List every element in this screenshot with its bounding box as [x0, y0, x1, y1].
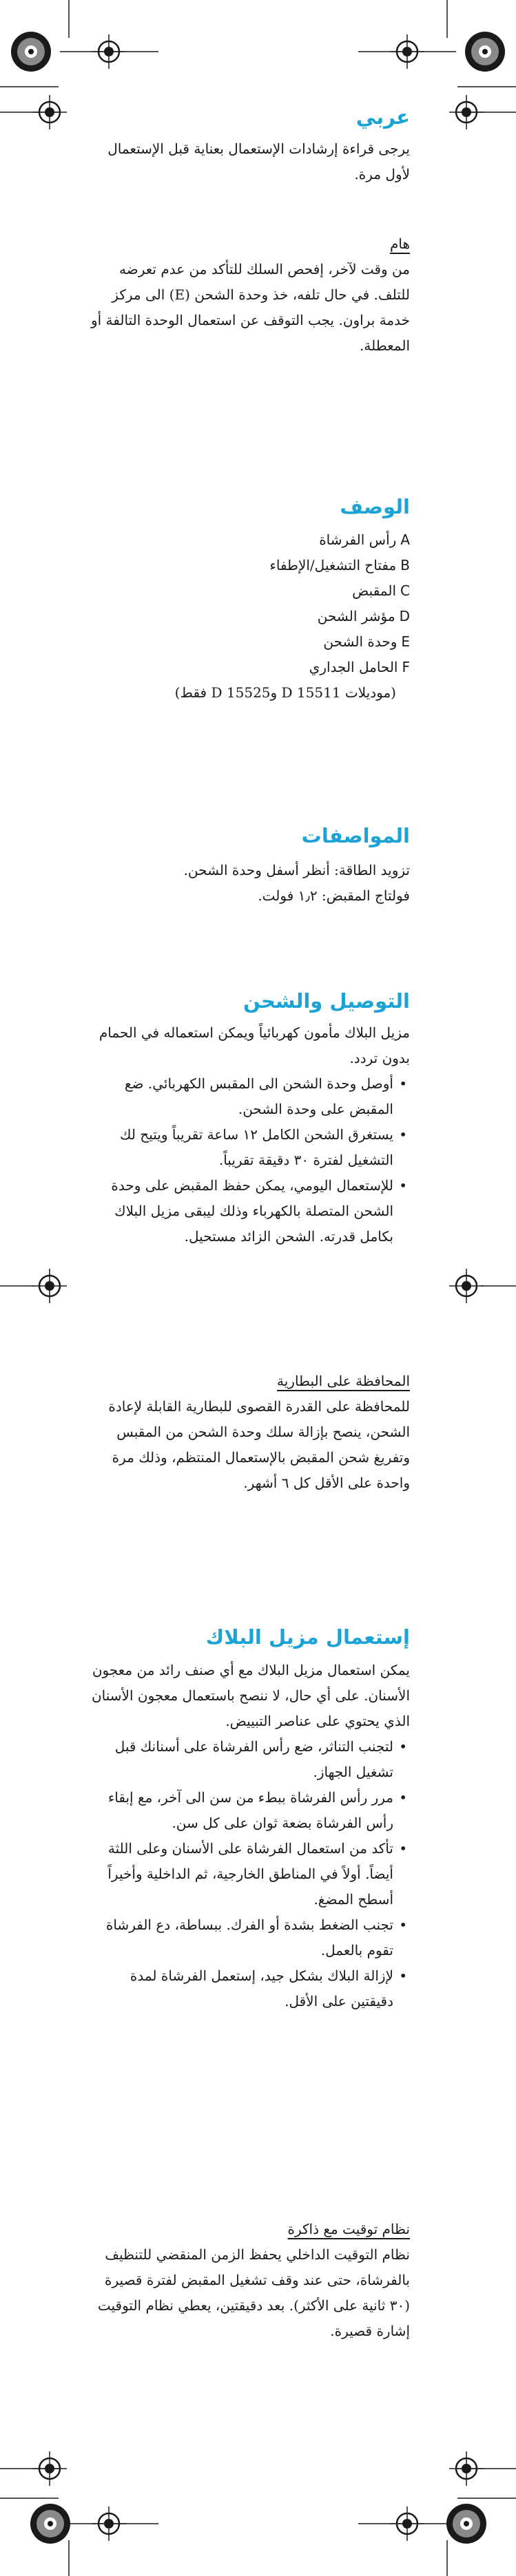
list-item: • تأكد من استعمال الفرشاة على الأسنان وعلى اللثة أيضاً. أولاً في المناطق الخارجية، ثم الداخلية وأخيراً أسطح المضغ. — [90, 1836, 410, 1912]
timer-text: نظام التوقيت الداخلي يحفظ الزمن المنقضي للتنظيف بالفرشاة، حتى عند وقف تشغيل المقبض لفترة قصيرة (٣٠ ثانية على الأكثر). بعد دقيقتين، يعطي نظام التوقيت إشارة قصيرة. — [97, 2246, 410, 2339]
timer-section — [90, 2217, 410, 2344]
specifications-title: المواصفات — [301, 824, 410, 847]
spec-power: تزويد الطاقة: أنظر أسفل وحدة الشحن. — [183, 862, 410, 878]
list-item: • للإستعمال اليومي، يمكن حفظ المقبض على وحدة الشحن المتصلة بالكهرباء وذلك ليبقى مزيل البلاك بكامل قدرته. الشحن الزائد مستحيل. — [90, 1173, 410, 1249]
list-item: • يستغرق الشحن الكامل ١٢ ساعة تقريباً ويتيح لك التشغيل لفترة ٣٠ دقيقة تقريباً. — [90, 1122, 410, 1173]
battery-heading: المحافظة على البطارية — [277, 1373, 410, 1389]
using-title: إستعمال مزيل البلاك — [205, 1625, 410, 1649]
part-item: Bمفتاح التشغيل/الإطفاء — [269, 557, 410, 573]
important-heading: هام — [389, 235, 410, 252]
models-note: (موديلات D 15511 و15525 D فقط) — [174, 684, 396, 701]
part-item: Dمؤشر الشحن — [317, 608, 410, 624]
part-item: Fالحامل الجداري — [309, 659, 410, 675]
spec-voltage: فولتاج المقبض: ١٫٢ فولت. — [258, 887, 410, 904]
connecting-title: التوصيل والشحن — [242, 989, 410, 1013]
list-item: • تجنب الضغط بشدة أو الفرك. ببساطة، دع الفرشاة تقوم بالعمل. — [90, 1912, 410, 1963]
important-section — [90, 231, 410, 359]
parts-list — [90, 527, 410, 680]
list-item: • لإزالة البلاك بشكل جيد، إستعمل الفرشاة لمدة دقيقتين على الأقل. — [90, 1963, 410, 2014]
using-section — [90, 1658, 410, 2014]
battery-section — [90, 1369, 410, 1496]
intro-text: يرجى قراءة إرشادات الإستعمال بعناية قبل الإستعمال لأول مرة. — [107, 140, 410, 182]
using-intro: يمكن استعمال مزيل البلاك مع أي صنف رائد من معجون الأسنان. على أي حال، لا ننصح باستعمال معجون الأسنان الذي يحتوي على عناصر التبييض. — [91, 1662, 410, 1729]
language-title: عربي — [355, 105, 410, 129]
important-text: من وقت لآخر، إفحص السلك للتأكد من عدم تعرضه للتلف. في حال تلفه، خذ وحدة الشحن (E) الى مركز خدمة براون. يجب التوقف عن استعمال الوحدة التالفة أو المعطلة. — [90, 261, 410, 354]
battery-text: للمحافظة على القدرة القصوى للبطارية القابلة لإعادة الشحن، ينصح بإزالة سلك وحدة الشحن من المقبس وتفريغ شحن المقبض بالإستعمال المنتظم، وذلك مرة واحدة على الأقل كل ٦ أشهر. — [108, 1398, 410, 1491]
specifications-section — [90, 858, 410, 909]
manual-page — [90, 0, 410, 2576]
connecting-section — [90, 1020, 410, 1249]
list-item: • مرر رأس الفرشاة ببطء من سن الى آخر، مع إبقاء رأس الفرشاة بضعة ثوان على كل سن. — [90, 1785, 410, 1836]
description-section — [90, 527, 410, 706]
description-title: الوصف — [340, 495, 410, 518]
using-bullets — [90, 1734, 410, 2014]
part-item: Cالمقبض — [352, 582, 410, 599]
intro-section — [90, 136, 410, 187]
list-item: • لتجنب التناثر، ضع رأس الفرشاة على أسنانك قبل تشغيل الجهاز. — [90, 1734, 410, 1785]
part-item: Eوحدة الشحن — [323, 633, 410, 650]
connecting-intro: مزيل البلاك مأمون كهربائياً ويمكن استعماله في الحمام بدون تردد. — [99, 1024, 410, 1066]
timer-heading: نظام توقيت مع ذاكرة — [287, 2221, 410, 2237]
part-item: Aرأس الفرشاة — [319, 531, 410, 548]
list-item: • أوصل وحدة الشحن الى المقبس الكهربائي. ضع المقبض على وحدة الشحن. — [90, 1071, 410, 1122]
connecting-bullets — [90, 1071, 410, 1249]
